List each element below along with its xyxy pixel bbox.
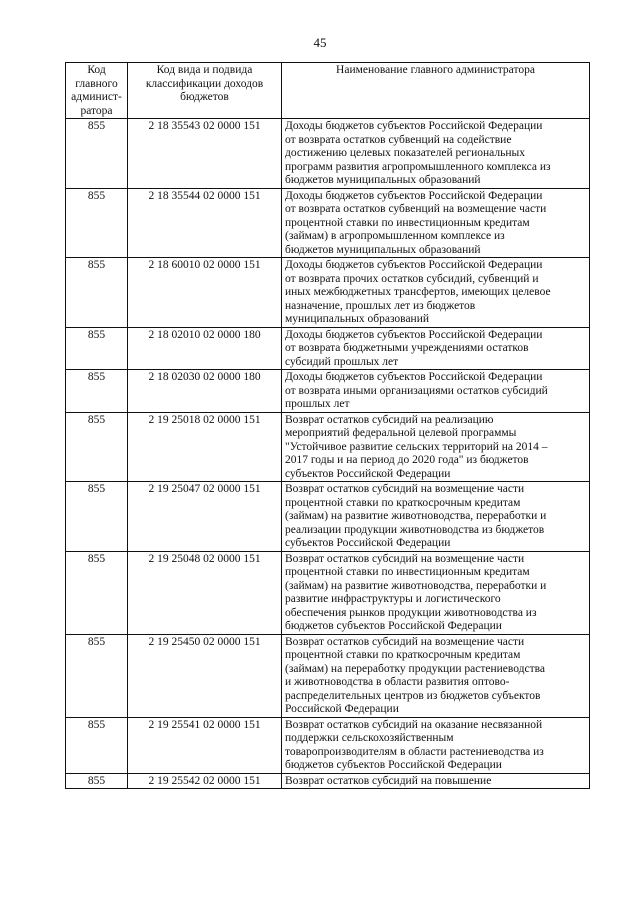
- admin-name-line: Возврат остатков субсидий на повышение: [285, 774, 492, 787]
- revenue-code-cell: 2 18 35544 02 0000 151: [128, 188, 282, 258]
- admin-name-line: бюджетов субъектов Российской Федерации: [285, 759, 502, 771]
- admin-name-line: Возврат остатков субсидий на возмещение части: [285, 552, 525, 565]
- admin-name-line: распределительных центров из бюджетов субъектов: [285, 689, 541, 702]
- admin-code-cell: 855: [66, 773, 128, 789]
- admin-name-cell: [282, 370, 590, 413]
- admin-name-line: Доходы бюджетов субъектов Российской Федерации: [285, 189, 543, 202]
- admin-code-cell: 855: [66, 119, 128, 189]
- admin-name-line: товаропроизводителям в области растениеводства из: [285, 745, 544, 758]
- admin-name-line: процентной ставки по инвестиционным кредитам: [285, 566, 530, 578]
- header-admin-name: Наименование главного администратора: [282, 63, 590, 119]
- admin-code-cell: 855: [66, 327, 128, 370]
- admin-code-cell: 855: [66, 482, 128, 552]
- admin-name-line: прошлых лет: [285, 398, 350, 410]
- admin-name-line: от возврата иными организациями остатков субсидий: [285, 384, 548, 397]
- admin-name-line: (займам) на переработку продукции растениеводства: [285, 662, 546, 675]
- admin-code-cell: 855: [66, 551, 128, 634]
- table-row: [66, 412, 590, 482]
- revenue-code-cell: 2 18 02030 02 0000 180: [128, 370, 282, 413]
- table-row: [66, 258, 590, 328]
- revenue-code-cell: 2 18 35543 02 0000 151: [128, 119, 282, 189]
- admin-name-line: Российской Федерации: [285, 703, 399, 715]
- admin-name-line: (займам) на развитие животноводства, переработки и: [285, 510, 547, 522]
- table-row: [66, 551, 590, 634]
- admin-name-line: Доходы бюджетов субъектов Российской Федерации: [285, 328, 543, 341]
- table-row: [66, 188, 590, 258]
- admin-name-line: Доходы бюджетов субъектов Российской Федерации: [285, 371, 543, 383]
- table-row: [66, 327, 590, 370]
- admin-name-line: мероприятий федеральной целевой программы: [285, 427, 517, 439]
- table-row: [66, 717, 590, 773]
- admin-name-line: достижению целевых показателей региональных: [285, 147, 525, 159]
- admin-name-cell: [282, 188, 590, 258]
- admin-code-cell: 855: [66, 717, 128, 773]
- admin-name-cell: [282, 551, 590, 634]
- admin-name-line: муниципальных образований: [285, 313, 430, 325]
- admin-name-line: "Устойчивое развитие сельских территорий на 2014 –: [285, 440, 548, 453]
- admin-name-line: от возврата остатков субвенций на содействие: [285, 133, 512, 146]
- table-row: [66, 370, 590, 413]
- revenue-classification-table: [65, 62, 590, 789]
- admin-name-line: Возврат остатков субсидий на возмещение части: [285, 483, 525, 495]
- admin-name-line: (займам) в агропромышленном комплексе из: [285, 230, 505, 242]
- admin-name-line: процентной ставки по краткосрочным кредитам: [285, 496, 521, 509]
- admin-name-cell: [282, 258, 590, 328]
- revenue-code-cell: 2 19 25450 02 0000 151: [128, 634, 282, 717]
- admin-name-line: назначение, прошлых лет из бюджетов: [285, 299, 476, 312]
- table-row: [66, 119, 590, 189]
- admin-code-cell: 855: [66, 370, 128, 413]
- table-row: [66, 482, 590, 552]
- admin-name-line: бюджетов муниципальных образований: [285, 174, 481, 186]
- admin-name-line: иных межбюджетных трансфертов, имеющих целевое: [285, 286, 551, 298]
- table-row: [66, 773, 590, 789]
- admin-name-line: субъектов Российской Федерации: [285, 467, 451, 480]
- admin-name-cell: [282, 482, 590, 552]
- admin-name-cell: [282, 773, 590, 789]
- admin-code-cell: 855: [66, 188, 128, 258]
- admin-name-line: процентной ставки по краткосрочным кредитам: [285, 649, 521, 661]
- revenue-code-cell: 2 19 25541 02 0000 151: [128, 717, 282, 773]
- admin-name-line: Возврат остатков субсидий на реализацию: [285, 413, 494, 426]
- admin-name-line: бюджетов субъектов Российской Федерации: [285, 620, 502, 632]
- revenue-code-cell: 2 18 02010 02 0000 180: [128, 327, 282, 370]
- admin-name-line: Доходы бюджетов субъектов Российской Федерации: [285, 259, 543, 271]
- admin-name-cell: [282, 119, 590, 189]
- revenue-code-cell: 2 19 25048 02 0000 151: [128, 551, 282, 634]
- page-number: 45: [313, 35, 327, 50]
- admin-name-line: процентной ставки по инвестиционным кредитам: [285, 216, 530, 229]
- admin-name-line: субъектов Российской Федерации: [285, 537, 451, 549]
- admin-code-cell: 855: [66, 412, 128, 482]
- admin-name-line: и животноводства в области развития оптово-: [285, 676, 510, 688]
- header-admin-code: Код главного админист- ратора: [66, 63, 128, 119]
- header-revenue-code: Код вида и подвида классификации доходов бюджетов: [128, 63, 282, 119]
- admin-name-line: поддержки сельскохозяйственным: [285, 732, 454, 744]
- admin-name-line: обеспечения рынков продукции животноводства из: [285, 606, 537, 619]
- admin-name-line: 2017 годы и на период до 2020 года" из бюджетов: [285, 454, 529, 466]
- admin-name-line: (займам) на развитие животноводства, переработки и: [285, 579, 547, 592]
- admin-code-cell: 855: [66, 634, 128, 717]
- revenue-code-cell: 2 19 25542 02 0000 151: [128, 773, 282, 789]
- admin-name-line: программ развития агропромышленного комплекса из: [285, 160, 551, 173]
- admin-name-cell: [282, 412, 590, 482]
- admin-name-line: от возврата прочих остатков субсидий, субвенций и: [285, 272, 539, 285]
- admin-name-line: от возврата остатков субвенций на возмещение части: [285, 203, 547, 215]
- revenue-code-cell: 2 19 25018 02 0000 151: [128, 412, 282, 482]
- admin-name-line: бюджетов муниципальных образований: [285, 243, 481, 256]
- admin-name-line: реализации продукции животноводства из бюджетов: [285, 523, 545, 536]
- admin-name-line: Возврат остатков субсидий на возмещение части: [285, 635, 525, 648]
- admin-name-line: Возврат остатков субсидий на оказание несвязанной: [285, 718, 543, 731]
- admin-name-line: от возврата бюджетными учреждениями остатков: [285, 342, 529, 354]
- table-row: [66, 634, 590, 717]
- admin-code-cell: 855: [66, 258, 128, 328]
- revenue-code-cell: 2 18 60010 02 0000 151: [128, 258, 282, 328]
- admin-name-cell: [282, 634, 590, 717]
- admin-name-line: развитие инфраструктуры и логистического: [285, 593, 501, 605]
- admin-name-cell: [282, 717, 590, 773]
- table-header-row: [66, 63, 590, 119]
- revenue-code-cell: 2 19 25047 02 0000 151: [128, 482, 282, 552]
- admin-name-line: субсидий прошлых лет: [285, 355, 399, 368]
- admin-name-line: Доходы бюджетов субъектов Российской Федерации: [285, 120, 543, 132]
- admin-name-cell: [282, 327, 590, 370]
